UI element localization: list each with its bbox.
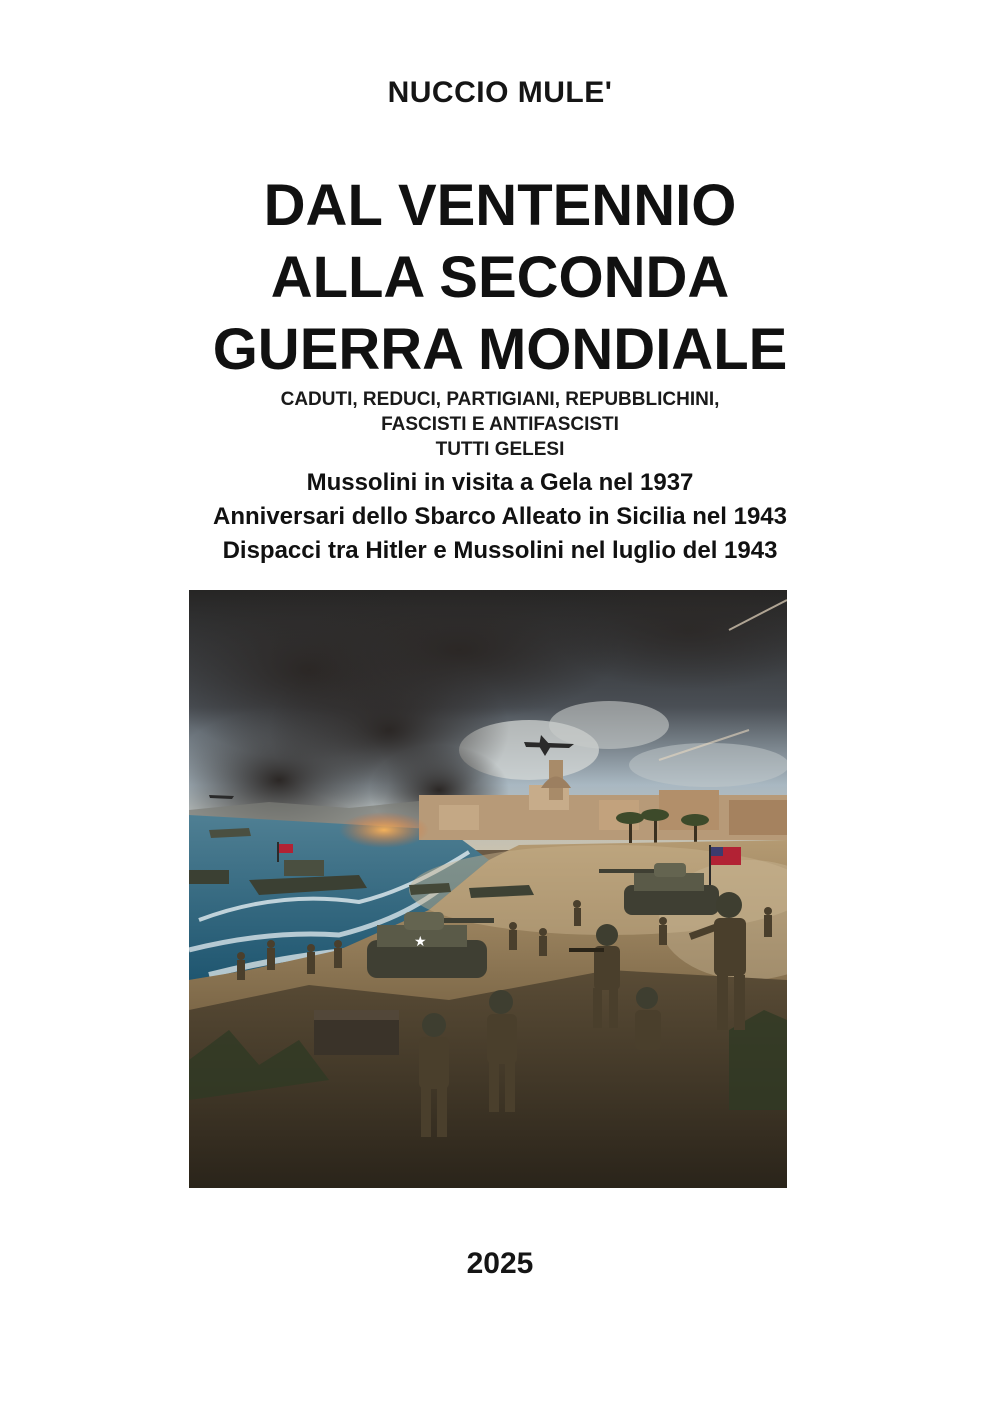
cover-illustration xyxy=(189,590,787,1188)
title-line-1: DAL VENTENNIO xyxy=(263,173,737,238)
title-line-2: ALLA SECONDA xyxy=(270,245,730,310)
battle-scene-illustration xyxy=(189,590,787,1188)
topic-line-2: Anniversari dello Sbarco Alleato in Sicilia nel 1943 xyxy=(213,503,787,530)
topic-line-1: Mussolini in visita a Gela nel 1937 xyxy=(306,469,694,496)
author-name: NUCCIO MULE' xyxy=(387,76,613,109)
subtitle-line-3: TUTTI GELESI xyxy=(435,439,565,460)
book-subtitle xyxy=(0,387,1000,462)
fire-glow xyxy=(339,812,429,848)
title-line-3: GUERRA MONDIALE xyxy=(212,317,788,382)
book-title xyxy=(0,170,1000,386)
subtitle-line-1: CADUTI, REDUCI, PARTIGIANI, REPUBBLICHINI, xyxy=(280,389,720,410)
subtitle-line-2: FASCISTI E ANTIFASCISTI xyxy=(381,414,619,435)
svg-text:★: ★ xyxy=(414,934,427,950)
topic-line-3: Dispacci tra Hitler e Mussolini nel luglio del 1943 xyxy=(222,537,778,564)
publication-year: 2025 xyxy=(466,1247,534,1280)
topics-list xyxy=(0,466,1000,568)
